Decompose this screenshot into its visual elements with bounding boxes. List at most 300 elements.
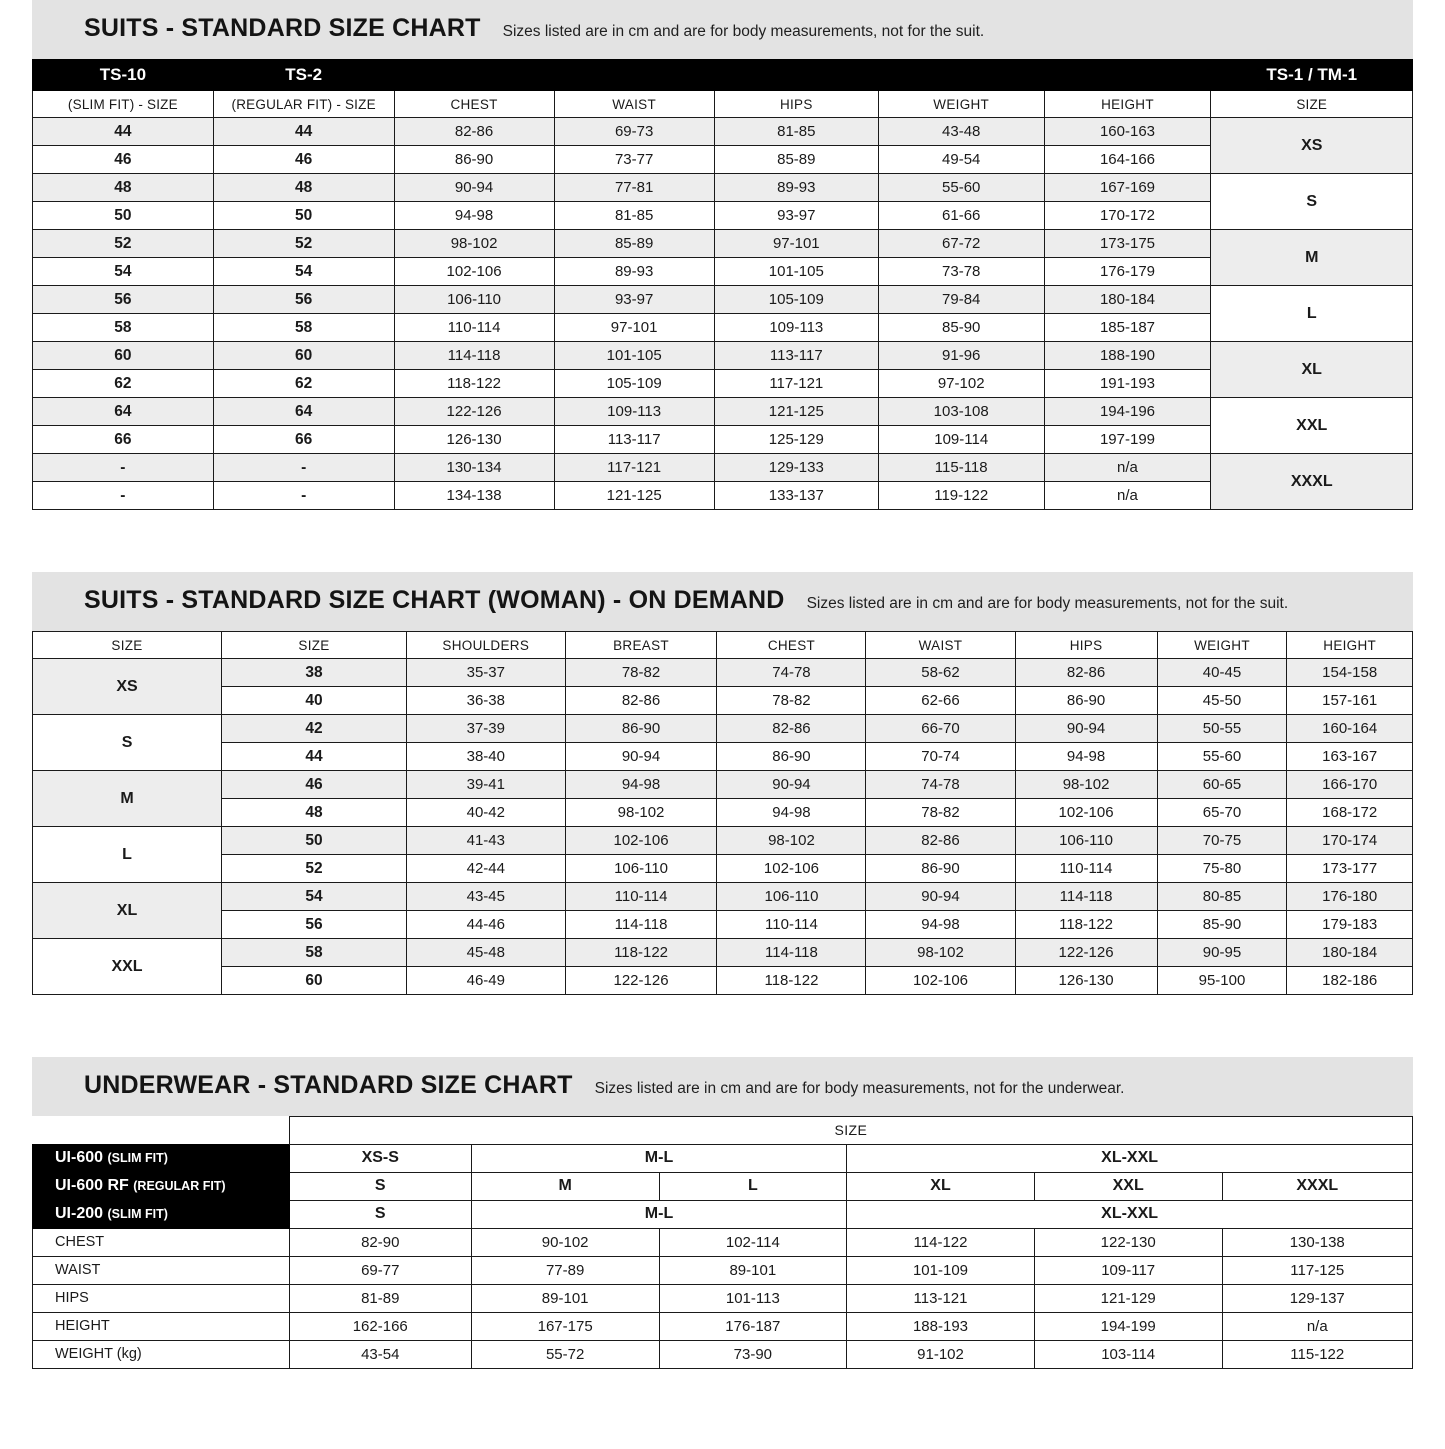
model-size-cell: XL-XXL [847,1144,1413,1172]
cell-weight: 60-65 [1157,771,1287,799]
subheader-ts10: (SLIM FIT) - SIZE [33,91,214,118]
cell-shoulders: 39-41 [406,771,565,799]
cell-size: 54 [222,883,407,911]
cell-ts10: 50 [33,202,214,230]
cell-weight: 70-75 [1157,827,1287,855]
cell-letter-size: L [1211,286,1413,342]
cell-weight: 80-85 [1157,883,1287,911]
model-size-cell: M-L [471,1144,846,1172]
cell-breast: 106-110 [565,855,717,883]
cell-hips: 121-125 [714,398,878,426]
cell-ts10: - [33,454,214,482]
cell-shoulders: 38-40 [406,743,565,771]
cell-letter-size: XS [1211,118,1413,174]
section-gap [32,510,1413,572]
cell-weight: 55-60 [1157,743,1287,771]
cell-shoulders: 35-37 [406,659,565,687]
table-row [33,230,1413,258]
cell-letter-size: XL [1211,342,1413,398]
cell-waist: 97-101 [554,314,714,342]
suits-header-row [33,60,1413,91]
cell-weight: 115-118 [878,454,1044,482]
cell-chest: 110-114 [717,911,866,939]
cell-ts10: 56 [33,286,214,314]
cell-waist: 109-113 [554,398,714,426]
cell-size: 38 [222,659,407,687]
cell-letter-size: S [33,715,222,771]
table-row [33,687,1413,715]
table-row [33,426,1413,454]
cell-waist: 98-102 [866,939,1015,967]
subheader-chest: CHEST [394,91,554,118]
cell-height: 173-177 [1287,855,1413,883]
suits-section-header [32,0,1413,59]
woman-suits-section [32,572,1413,995]
cell-chest: 118-122 [717,967,866,995]
row-label-height: HEIGHT [33,1312,290,1340]
cell-value: 82-90 [289,1228,471,1256]
cell-weight: 40-45 [1157,659,1287,687]
cell-weight: 97-102 [878,370,1044,398]
cell-height: 170-172 [1044,202,1211,230]
cell-chest: 102-106 [394,258,554,286]
cell-ts10: 48 [33,174,214,202]
cell-ts10: - [33,482,214,510]
cell-chest: 130-134 [394,454,554,482]
cell-height: 167-169 [1044,174,1211,202]
cell-waist: 105-109 [554,370,714,398]
underwear-model-row [33,1172,1413,1200]
cell-height: 163-167 [1287,743,1413,771]
cell-value: 194-199 [1034,1312,1222,1340]
cell-ts2: 44 [213,118,394,146]
cell-waist: 117-121 [554,454,714,482]
suits-subtitle: Sizes listed are in cm and are for body measurements, not for the suit. [502,23,985,40]
cell-value: 162-166 [289,1312,471,1340]
cell-value: 167-175 [471,1312,659,1340]
table-row [33,1312,1413,1340]
header-shoulders: SHOULDERS [406,632,565,659]
table-row [33,1228,1413,1256]
cell-ts10: 60 [33,342,214,370]
cell-value: 89-101 [471,1284,659,1312]
cell-chest: 114-118 [394,342,554,370]
cell-hips: 125-129 [714,426,878,454]
model-size-cell: S [289,1172,471,1200]
subheader-waist: WAIST [554,91,714,118]
cell-waist: 89-93 [554,258,714,286]
cell-chest: 90-94 [394,174,554,202]
suits-subheader-row [33,91,1413,118]
cell-weight: 55-60 [878,174,1044,202]
cell-waist: 58-62 [866,659,1015,687]
underwear-section [32,1057,1413,1369]
cell-value: 113-121 [847,1284,1035,1312]
cell-chest: 82-86 [394,118,554,146]
cell-chest: 86-90 [717,743,866,771]
cell-hips: 81-85 [714,118,878,146]
model-size-cell: M [471,1172,659,1200]
cell-ts2: 46 [213,146,394,174]
cell-shoulders: 42-44 [406,855,565,883]
cell-height: 154-158 [1287,659,1413,687]
cell-height: 191-193 [1044,370,1211,398]
model-label-ui600rf [33,1172,290,1200]
cell-height: 160-163 [1044,118,1211,146]
cell-chest: 94-98 [394,202,554,230]
subheader-ts2: (REGULAR FIT) - SIZE [213,91,394,118]
table-row [33,743,1413,771]
cell-breast: 118-122 [565,939,717,967]
model-name: UI-600 RF [55,1177,129,1194]
cell-value: 130-138 [1222,1228,1412,1256]
cell-shoulders: 45-48 [406,939,565,967]
cell-chest: 118-122 [394,370,554,398]
cell-ts10: 62 [33,370,214,398]
cell-weight: 61-66 [878,202,1044,230]
table-row [33,342,1413,370]
cell-size: 58 [222,939,407,967]
underwear-title: UNDERWEAR - STANDARD SIZE CHART [84,1071,573,1099]
cell-weight: 65-70 [1157,799,1287,827]
cell-letter-size: XXXL [1211,454,1413,510]
cell-value: 55-72 [471,1340,659,1368]
cell-height: 160-164 [1287,715,1413,743]
cell-ts2: 52 [213,230,394,258]
cell-letter-size: M [33,771,222,827]
cell-weight: 73-78 [878,258,1044,286]
model-size-cell: M-L [471,1200,846,1228]
row-label-chest: CHEST [33,1228,290,1256]
cell-chest: 86-90 [394,146,554,174]
table-row [33,659,1413,687]
cell-hips: 93-97 [714,202,878,230]
cell-hips: 82-86 [1015,659,1157,687]
cell-ts10: 66 [33,426,214,454]
model-name: UI-200 [55,1205,104,1222]
cell-hips: 89-93 [714,174,878,202]
cell-value: 188-193 [847,1312,1035,1340]
cell-weight: 85-90 [878,314,1044,342]
cell-height: 166-170 [1287,771,1413,799]
cell-size: 60 [222,967,407,995]
cell-height: 180-184 [1287,939,1413,967]
cell-ts2: 66 [213,426,394,454]
cell-shoulders: 41-43 [406,827,565,855]
cell-chest: 74-78 [717,659,866,687]
header-waist: WAIST [866,632,1015,659]
cell-height: 170-174 [1287,827,1413,855]
woman-subtitle: Sizes listed are in cm and are for body measurements, not for the suit. [806,595,1289,612]
table-row [33,258,1413,286]
cell-waist: 77-81 [554,174,714,202]
model-size-cell: S [289,1200,471,1228]
cell-waist: 93-97 [554,286,714,314]
cell-height: 157-161 [1287,687,1413,715]
cell-ts2: 58 [213,314,394,342]
cell-chest: 134-138 [394,482,554,510]
cell-waist: 81-85 [554,202,714,230]
cell-value: 89-101 [659,1256,847,1284]
cell-breast: 82-86 [565,687,717,715]
cell-chest: 98-102 [394,230,554,258]
cell-chest: 122-126 [394,398,554,426]
cell-weight: 75-80 [1157,855,1287,883]
table-row [33,715,1413,743]
cell-chest: 106-110 [394,286,554,314]
cell-letter-size: XS [33,659,222,715]
cell-weight: 109-114 [878,426,1044,454]
header-ts10: TS-10 [33,60,214,91]
cell-breast: 110-114 [565,883,717,911]
cell-chest: 106-110 [717,883,866,911]
cell-letter-size: XXL [1211,398,1413,454]
cell-value: 90-102 [471,1228,659,1256]
cell-value: 69-77 [289,1256,471,1284]
table-row [33,454,1413,482]
table-row [33,174,1413,202]
cell-value: 129-137 [1222,1284,1412,1312]
cell-value: n/a [1222,1312,1412,1340]
cell-shoulders: 36-38 [406,687,565,715]
cell-waist: 74-78 [866,771,1015,799]
cell-value: 43-54 [289,1340,471,1368]
cell-hips: 114-118 [1015,883,1157,911]
cell-weight: 95-100 [1157,967,1287,995]
cell-weight: 91-96 [878,342,1044,370]
model-size-cell: L [659,1172,847,1200]
cell-ts10: 58 [33,314,214,342]
header-size-letter: SIZE [33,632,222,659]
cell-letter-size: S [1211,174,1413,230]
table-row [33,827,1413,855]
cell-value: 102-114 [659,1228,847,1256]
woman-header-row [33,632,1413,659]
cell-weight: 67-72 [878,230,1044,258]
cell-height: 197-199 [1044,426,1211,454]
cell-ts2: 60 [213,342,394,370]
cell-height: 188-190 [1044,342,1211,370]
cell-height: n/a [1044,454,1211,482]
table-row [33,202,1413,230]
cell-height: 176-180 [1287,883,1413,911]
cell-waist: 90-94 [866,883,1015,911]
header-height: HEIGHT [1287,632,1413,659]
cell-breast: 114-118 [565,911,717,939]
model-size-cell: XXXL [1222,1172,1412,1200]
cell-waist: 66-70 [866,715,1015,743]
woman-table [32,631,1413,995]
cell-ts2: 56 [213,286,394,314]
cell-chest: 94-98 [717,799,866,827]
cell-value: 114-122 [847,1228,1035,1256]
cell-chest: 110-114 [394,314,554,342]
table-row [33,370,1413,398]
cell-breast: 86-90 [565,715,717,743]
cell-ts2: 62 [213,370,394,398]
cell-hips: 98-102 [1015,771,1157,799]
empty-corner-cell [33,1117,290,1145]
cell-hips: 126-130 [1015,967,1157,995]
cell-waist: 94-98 [866,911,1015,939]
subheader-height: HEIGHT [1044,91,1211,118]
cell-letter-size: XL [33,883,222,939]
cell-value: 115-122 [1222,1340,1412,1368]
model-fit: (REGULAR FIT) [133,1179,226,1193]
cell-value: 91-102 [847,1340,1035,1368]
cell-hips: 85-89 [714,146,878,174]
underwear-subtitle: Sizes listed are in cm and are for body measurements, not for the underwear. [594,1080,1125,1097]
model-size-cell: XL [847,1172,1035,1200]
cell-size: 42 [222,715,407,743]
cell-value: 121-129 [1034,1284,1222,1312]
cell-breast: 102-106 [565,827,717,855]
cell-breast: 98-102 [565,799,717,827]
model-fit: (SLIM FIT) [107,1151,168,1165]
cell-height: n/a [1044,482,1211,510]
table-row [33,118,1413,146]
table-row [33,939,1413,967]
model-size-cell: XXL [1034,1172,1222,1200]
cell-hips: 117-121 [714,370,878,398]
cell-weight: 90-95 [1157,939,1287,967]
cell-hips: 90-94 [1015,715,1157,743]
underwear-table [32,1116,1413,1369]
cell-waist: 113-117 [554,426,714,454]
table-row [33,1256,1413,1284]
cell-weight: 119-122 [878,482,1044,510]
section-gap [32,995,1413,1057]
underwear-section-header [32,1057,1413,1116]
cell-chest: 90-94 [717,771,866,799]
cell-ts10: 44 [33,118,214,146]
table-row [33,146,1413,174]
cell-waist: 85-89 [554,230,714,258]
cell-hips: 94-98 [1015,743,1157,771]
cell-weight: 103-108 [878,398,1044,426]
table-row [33,314,1413,342]
cell-hips: 105-109 [714,286,878,314]
cell-value: 103-114 [1034,1340,1222,1368]
table-row [33,771,1413,799]
cell-weight: 50-55 [1157,715,1287,743]
cell-waist: 102-106 [866,967,1015,995]
cell-chest: 126-130 [394,426,554,454]
cell-weight: 85-90 [1157,911,1287,939]
cell-chest: 114-118 [717,939,866,967]
cell-weight: 43-48 [878,118,1044,146]
cell-waist: 78-82 [866,799,1015,827]
suits-section [32,0,1413,510]
cell-ts10: 64 [33,398,214,426]
cell-waist: 70-74 [866,743,1015,771]
cell-waist: 121-125 [554,482,714,510]
header-chest: CHEST [717,632,866,659]
cell-ts10: 54 [33,258,214,286]
cell-hips: 86-90 [1015,687,1157,715]
table-row [33,482,1413,510]
cell-value: 73-90 [659,1340,847,1368]
cell-size: 52 [222,855,407,883]
row-label-weight: WEIGHT (kg) [33,1340,290,1368]
model-size-cell: XL-XXL [847,1200,1413,1228]
cell-hips: 110-114 [1015,855,1157,883]
cell-value: 122-130 [1034,1228,1222,1256]
cell-shoulders: 37-39 [406,715,565,743]
cell-ts2: - [213,454,394,482]
cell-value: 77-89 [471,1256,659,1284]
cell-height: 164-166 [1044,146,1211,174]
cell-breast: 94-98 [565,771,717,799]
row-label-waist: WAIST [33,1256,290,1284]
cell-ts2: 64 [213,398,394,426]
cell-letter-size: M [1211,230,1413,286]
header-black-spacer [394,60,1211,91]
cell-chest: 78-82 [717,687,866,715]
cell-height: 173-175 [1044,230,1211,258]
cell-hips: 113-117 [714,342,878,370]
cell-ts2: 54 [213,258,394,286]
cell-height: 180-184 [1044,286,1211,314]
header-hips: HIPS [1015,632,1157,659]
model-size-cell: XS-S [289,1144,471,1172]
cell-hips: 109-113 [714,314,878,342]
cell-waist: 101-105 [554,342,714,370]
table-row [33,883,1413,911]
table-row [33,1284,1413,1312]
cell-height: 185-187 [1044,314,1211,342]
cell-breast: 90-94 [565,743,717,771]
cell-letter-size: XXL [33,939,222,995]
underwear-model-row [33,1144,1413,1172]
cell-hips: 118-122 [1015,911,1157,939]
header-size-numeric: SIZE [222,632,407,659]
cell-height: 168-172 [1287,799,1413,827]
table-row [33,799,1413,827]
cell-size: 50 [222,827,407,855]
cell-shoulders: 43-45 [406,883,565,911]
suits-title: SUITS - STANDARD SIZE CHART [84,14,481,42]
table-row [33,398,1413,426]
cell-shoulders: 46-49 [406,967,565,995]
cell-shoulders: 40-42 [406,799,565,827]
table-row [33,286,1413,314]
cell-value: 176-187 [659,1312,847,1340]
header-breast: BREAST [565,632,717,659]
cell-waist: 86-90 [866,855,1015,883]
cell-chest: 102-106 [717,855,866,883]
table-row [33,855,1413,883]
cell-height: 176-179 [1044,258,1211,286]
cell-ts10: 52 [33,230,214,258]
subheader-weight: WEIGHT [878,91,1044,118]
underwear-size-header-row [33,1117,1413,1145]
cell-hips: 129-133 [714,454,878,482]
cell-waist: 73-77 [554,146,714,174]
cell-hips: 133-137 [714,482,878,510]
cell-height: 182-186 [1287,967,1413,995]
cell-shoulders: 44-46 [406,911,565,939]
model-name: UI-600 [55,1149,104,1166]
cell-hips: 97-101 [714,230,878,258]
cell-breast: 78-82 [565,659,717,687]
cell-waist: 82-86 [866,827,1015,855]
cell-size: 40 [222,687,407,715]
cell-breast: 122-126 [565,967,717,995]
cell-height: 179-183 [1287,911,1413,939]
cell-waist: 62-66 [866,687,1015,715]
cell-ts2: - [213,482,394,510]
